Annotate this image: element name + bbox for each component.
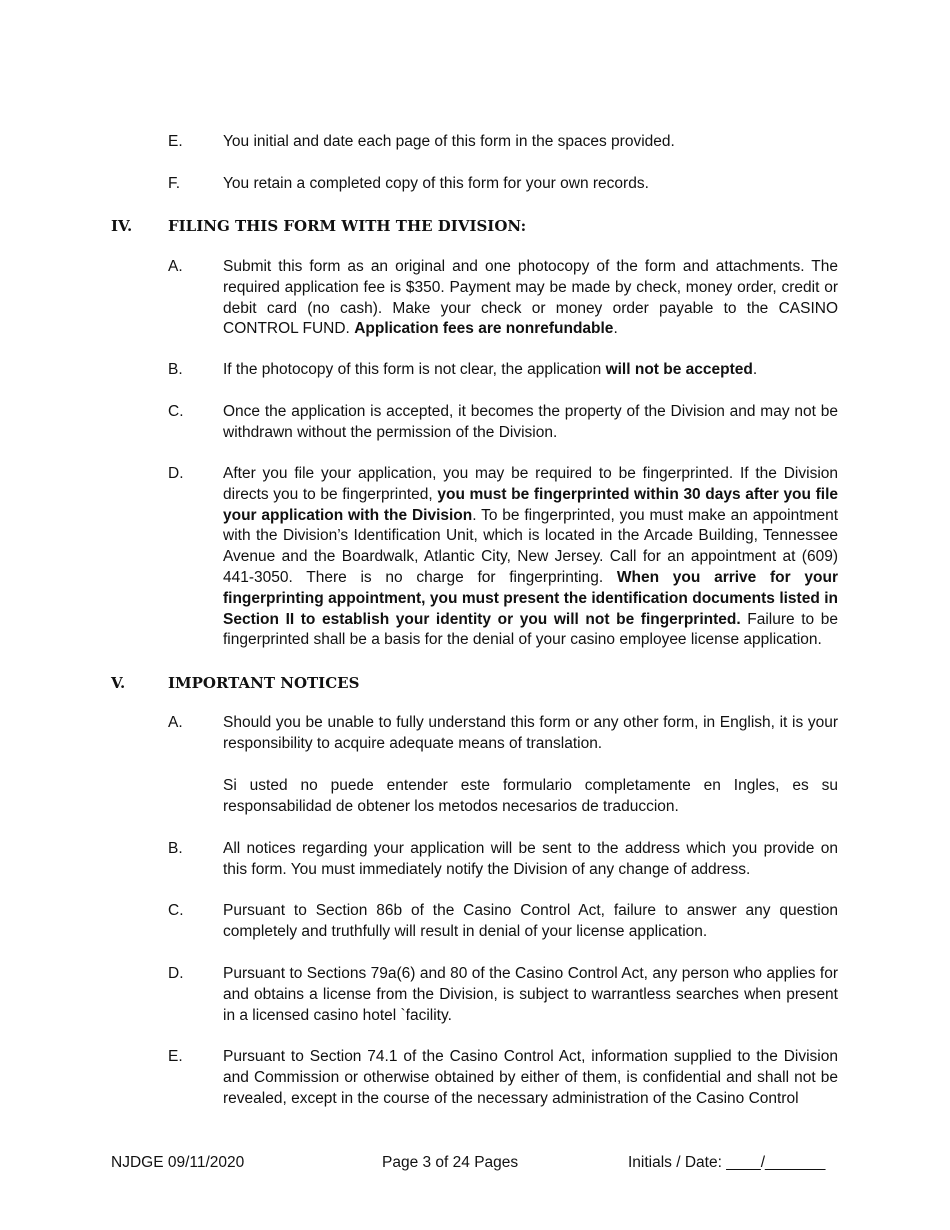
item-text: You retain a completed copy of this form for your own records. [223,175,649,192]
section-number: V. [111,674,126,692]
page-footer [0,1152,950,1174]
page-number: Page 3 of 24 Pages [382,1154,519,1171]
item-letter: A. [168,258,183,275]
item-letter: E. [168,133,183,150]
bold-text: you must be fingerprinted within 30 days after you file your application with the Division [223,485,839,524]
item-text: After you file your application, you may be required to be fingerprinted. If the Division directs you to be fingerprinted, you must be fingerprinted within 30 days after you file your application with the Division. To be fingerprinted, you must make an appointment with the Division’s Identification Unit, which is located in the Arcade Building, Tennessee Avenue and the Boardwalk, Atlantic City, New Jersey. Call for an appointment at (609) 441-3050. There is no charge for fingerprinting. When you arrive for your fingerprinting appointment, you must present the identification documents listed in Section II to establish your identity or you will not be fingerprinted. Failure to be fingerprinted shall be a basis for the denial of your casino employee license application. [223,465,839,649]
section-heading [111,673,838,693]
item-letter: D. [168,465,184,482]
item-text: All notices regarding your application will be sent to the address which you provide on this form. You must immediately notify the Division of any change of address. [223,840,838,878]
list-item [168,132,838,153]
item-text: Pursuant to Sections 79a(6) and 80 of the Casino Control Act, any person who applies for and obtains a license from the Division, is subject to warrantless searches when present in a licensed casino hotel `facility. [223,965,838,1024]
item-text: Submit this form as an original and one photocopy of the form and attachments. The required application fee is $350. Payment may be made by check, money order, credit or debit card (no cash). Make your check or money order payable to the CASINO CONTROL FUND. Application fees are nonrefundable. [223,258,838,338]
list-item [168,964,838,1026]
item-text: Pursuant to Section 74.1 of the Casino Control Act, information supplied to the Division and Commission or otherwise obtained by either of them, is confidential and shall not be revealed, except in the course of the necessary administration of the Casino Control [223,1048,838,1107]
initials-date-field[interactable]: Initials / Date: ____/_______ [628,1154,826,1171]
spanish-translation-note: Si usted no puede entender este formulario completamente en Ingles, es su responsabilidad de obtener los metodos necesarios de traduccion. [223,777,838,815]
list-item [168,901,838,943]
section-heading [111,216,838,236]
bold-text: will not be accepted [605,361,753,378]
list-item [168,174,838,195]
list-item [168,360,838,381]
list-item [168,464,838,651]
section-number: IV. [111,217,133,235]
item-letter: D. [168,965,184,982]
item-letter: A. [168,714,183,731]
item-text: If the photocopy of this form is not clear, the application will not be accepted. [223,361,758,378]
item-letter: C. [168,902,184,919]
item-text: Pursuant to Section 86b of the Casino Control Act, failure to answer any question completely and truthfully will result in denial of your license application. [223,902,838,940]
list-item [168,257,838,340]
bold-text: When you arrive for your fingerprinting appointment, you must present the identification documents listed in Section II to establish your identity or you will not be fingerprinted. [223,568,838,628]
bold-text: Application fees are nonrefundable [354,320,614,338]
section-title: IMPORTANT NOTICES [168,674,360,692]
list-item [168,713,838,755]
list-item [168,839,838,881]
item-letter: C. [168,403,184,420]
list-item [168,1047,838,1109]
item-letter: B. [168,840,183,857]
list-item [168,402,838,444]
section-title: FILING THIS FORM WITH THE DIVISION: [168,217,527,235]
item-text: Should you be unable to fully understand this form or any other form, in English, it is your responsibility to acquire adequate means of translation. [223,714,838,752]
item-letter: B. [168,361,183,378]
item-text: You initial and date each page of this form in the spaces provided. [223,133,675,150]
item-letter: F. [168,175,181,192]
item-text: Once the application is accepted, it becomes the property of the Division and may not be withdrawn without the permission of the Division. [223,403,838,441]
form-id: NJDGE 09/11/2020 [111,1154,245,1171]
item-letter: E. [168,1048,183,1065]
